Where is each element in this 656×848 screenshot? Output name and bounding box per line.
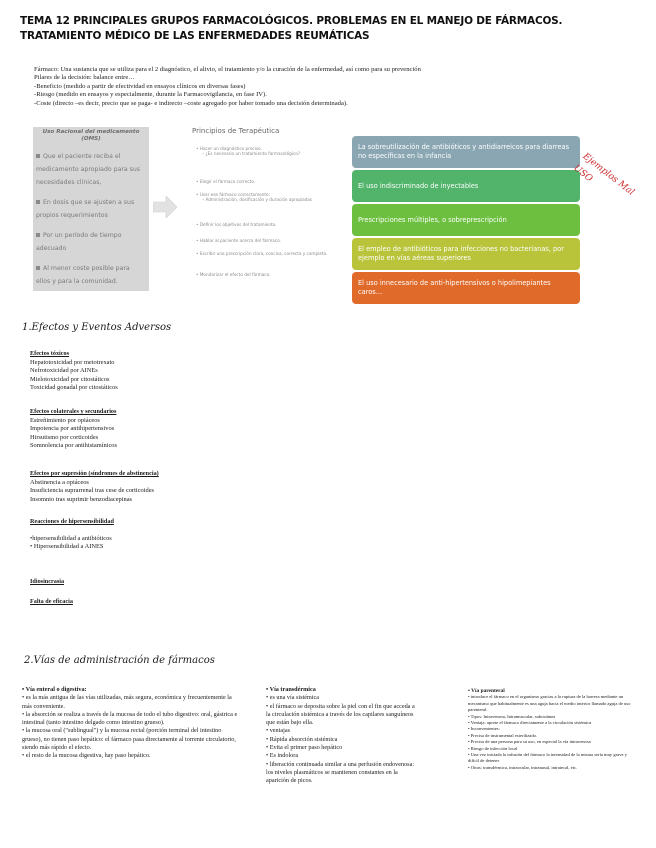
intro-paragraph — [34, 66, 594, 108]
principle-item: • Usar ese fármaco correctamente: – Administración, dosificación y duración apropiadas — [196, 192, 313, 203]
bad-use-box: El uso indiscriminado de inyectables — [352, 170, 580, 202]
bullet-icon — [36, 233, 40, 237]
principles-title: Principios de Terapéutica — [192, 127, 280, 135]
who-item: En dosis que se ajusten a sus propios requerimientos — [36, 199, 135, 219]
principle-item: • Definir los objetivos del tratamiento. — [196, 222, 277, 227]
who-item: Que el paciente reciba el medicamento apropiado para sus necesidades clínicas, — [36, 153, 141, 186]
effects-group: Falta de eficacia — [30, 598, 73, 605]
arrow-right-icon — [153, 196, 177, 218]
principle-item: • Hablar al paciente acerca del fármaco. — [196, 238, 281, 243]
principle-item: • Hacer un diagnóstico preciso. – ¿Es necesario un tratamiento farmacológico? — [196, 146, 301, 157]
bad-use-box: La sobreutilización de antibióticos y antidiarreicos para diarreas no específicas en la infancia — [352, 136, 580, 168]
bad-use-box: El uso innecesario de anti-hipertensivos o hipolimepiantes caros… — [352, 272, 580, 304]
who-item: Al menor coste posible para ellos y para la comunidad. — [36, 265, 130, 285]
handwritten-note: Ejemplos Mal USO — [571, 151, 636, 198]
bad-use-box: Prescripciones múltiples, o sobreprescripción — [352, 204, 580, 236]
bullet-icon — [36, 154, 40, 158]
principle-item: • Escribir una prescripción clara, concisa, correcta y completa. — [196, 251, 328, 256]
intro-line: -Beneficio (medido a partir de efectividad en ensayos clínicos en diversas fases) — [34, 82, 246, 90]
bad-use-box: El empleo de antibióticos para infecciones no bacterianas, por ejemplo en vías aéreas superiores — [352, 238, 580, 270]
intro-line: -Riesgo (medido en ensayos y especialmente, durante la Farmacovigilancia, en fase IV). — [34, 91, 267, 99]
who-box-title: Uso Racional del medicamento (OMS) — [42, 129, 140, 142]
intro-line: -Coste (directo –es decir, precio que se paga- e indirecto –coste agregado por haber tomado una decisión determinada). — [34, 99, 348, 107]
effects-group: Efectos colaterales y secundarios Estreñimiento por opiáceos Impotencia por antihipertensivos Hirsutismo por corticoides Somnolencia por antihistamínicos — [30, 408, 117, 450]
intro-line: Pilares de la decisión: balance entre… — [34, 74, 135, 82]
principle-item: • Monitorizar el efecto del fármaco. — [196, 272, 271, 277]
page-title: TEMA 12 PRINCIPALES GRUPOS FARMACOLÓGICOS. PROBLEMAS EN EL MANEJO DE FÁRMACOS. TRATAMIENTO MÉDICO DE LAS ENFERMEDADES REUMÁTICAS — [20, 15, 563, 42]
effects-group: Idiosincrasia — [30, 578, 65, 585]
effects-group: Efectos por supresión (síndromes de abstinencia) Abstinencia a opiáceos Insuficiencia suprarrenal tras cese de corticoides Insomnio tras suprimir benzodiacepinas — [30, 470, 159, 503]
principle-item: • Elegir el fármaco correcto. — [196, 179, 256, 184]
intro-line: Fármaco: Una sustancia que se utiliza para el 2 diagnóstico, el alivio, el tratamiento y/o la curación de la enfermedad, así como para su prevención — [34, 66, 421, 73]
who-item: Por un período de tiempo adecuado — [36, 232, 122, 252]
route-column-parenteral: • Vía parenteral • introduce el fármaco en el organismo gracias a la ruptura de la barrera mediante un mecanismo que habitualmente es una aguja hacia el medio interior llamado aguja de uso parenteral. • Tipos: Intravenosa, Intramuscular, subcutánea • Ventaja: aporte el fármaco directamente a la circulación sistémica • Inconvenientes: • Precisa de instrumental esterilizado. • Precisa de una persona para su uso, en especial la vía intravenosa • Riesgo de infección local • Una vez iniciada la infusión del fármaco la intensidad de la misma sería muy grave y difícil de detener • Otras: transdérmica, intraocular, intranasal, intratecal, etc. — [468, 688, 631, 770]
section-heading: 2.Vías de administración de fármacos — [24, 655, 215, 666]
effects-group: Reacciones de hipersensibilidad •hipersensibilidad a antibióticos • Hipersensibilidad a AINES — [30, 518, 114, 551]
section-heading: 1.Efectos y Eventos Adversos — [22, 322, 172, 333]
route-column-enteral: • Vía enteral o digestiva: • es la más antigua de las vías utilizadas, más segura, económica y frecuentemente la más conveniente. • la absorción se realiza a través de la mucosa de todo el tubo digestivo: oral, gástrica e intestinal (tanto intestino delgado como intestino grueso). • la mucosa oral ("sublingual") y la mucosa rectal (porción terminal del intestino grueso), no tienen paso hepático: el fármaco pasa directamente al torrente circulatorio, siendo más rápido el efecto. • el resto de la mucosa digestiva, hay paso hepático. — [22, 686, 238, 760]
bullet-icon — [36, 266, 40, 270]
effects-group: Efectos tóxicos Hepatotoxicidad por metotrexato Nefrotoxicidad por AINEs Mielotoxicidad por citostáticos Toxicidad gonadal por citostáticos — [30, 350, 118, 392]
bullet-icon — [36, 200, 40, 204]
route-column-transdermal: • Vía transdérmica • es una vía sistémica • el fármaco se deposita sobre la piel con el fin que acceda a la circulación sistémica a través de los capilares sanguíneos que están bajo ella. • ventajas • Rápida absorción sistémica • Evita el primer paso hepático • Es indolora • liberación continuada similar a una perfusión endovenosa: los niveles plasmáticos se mantienen constantes en la aparición de picos. — [266, 686, 415, 785]
